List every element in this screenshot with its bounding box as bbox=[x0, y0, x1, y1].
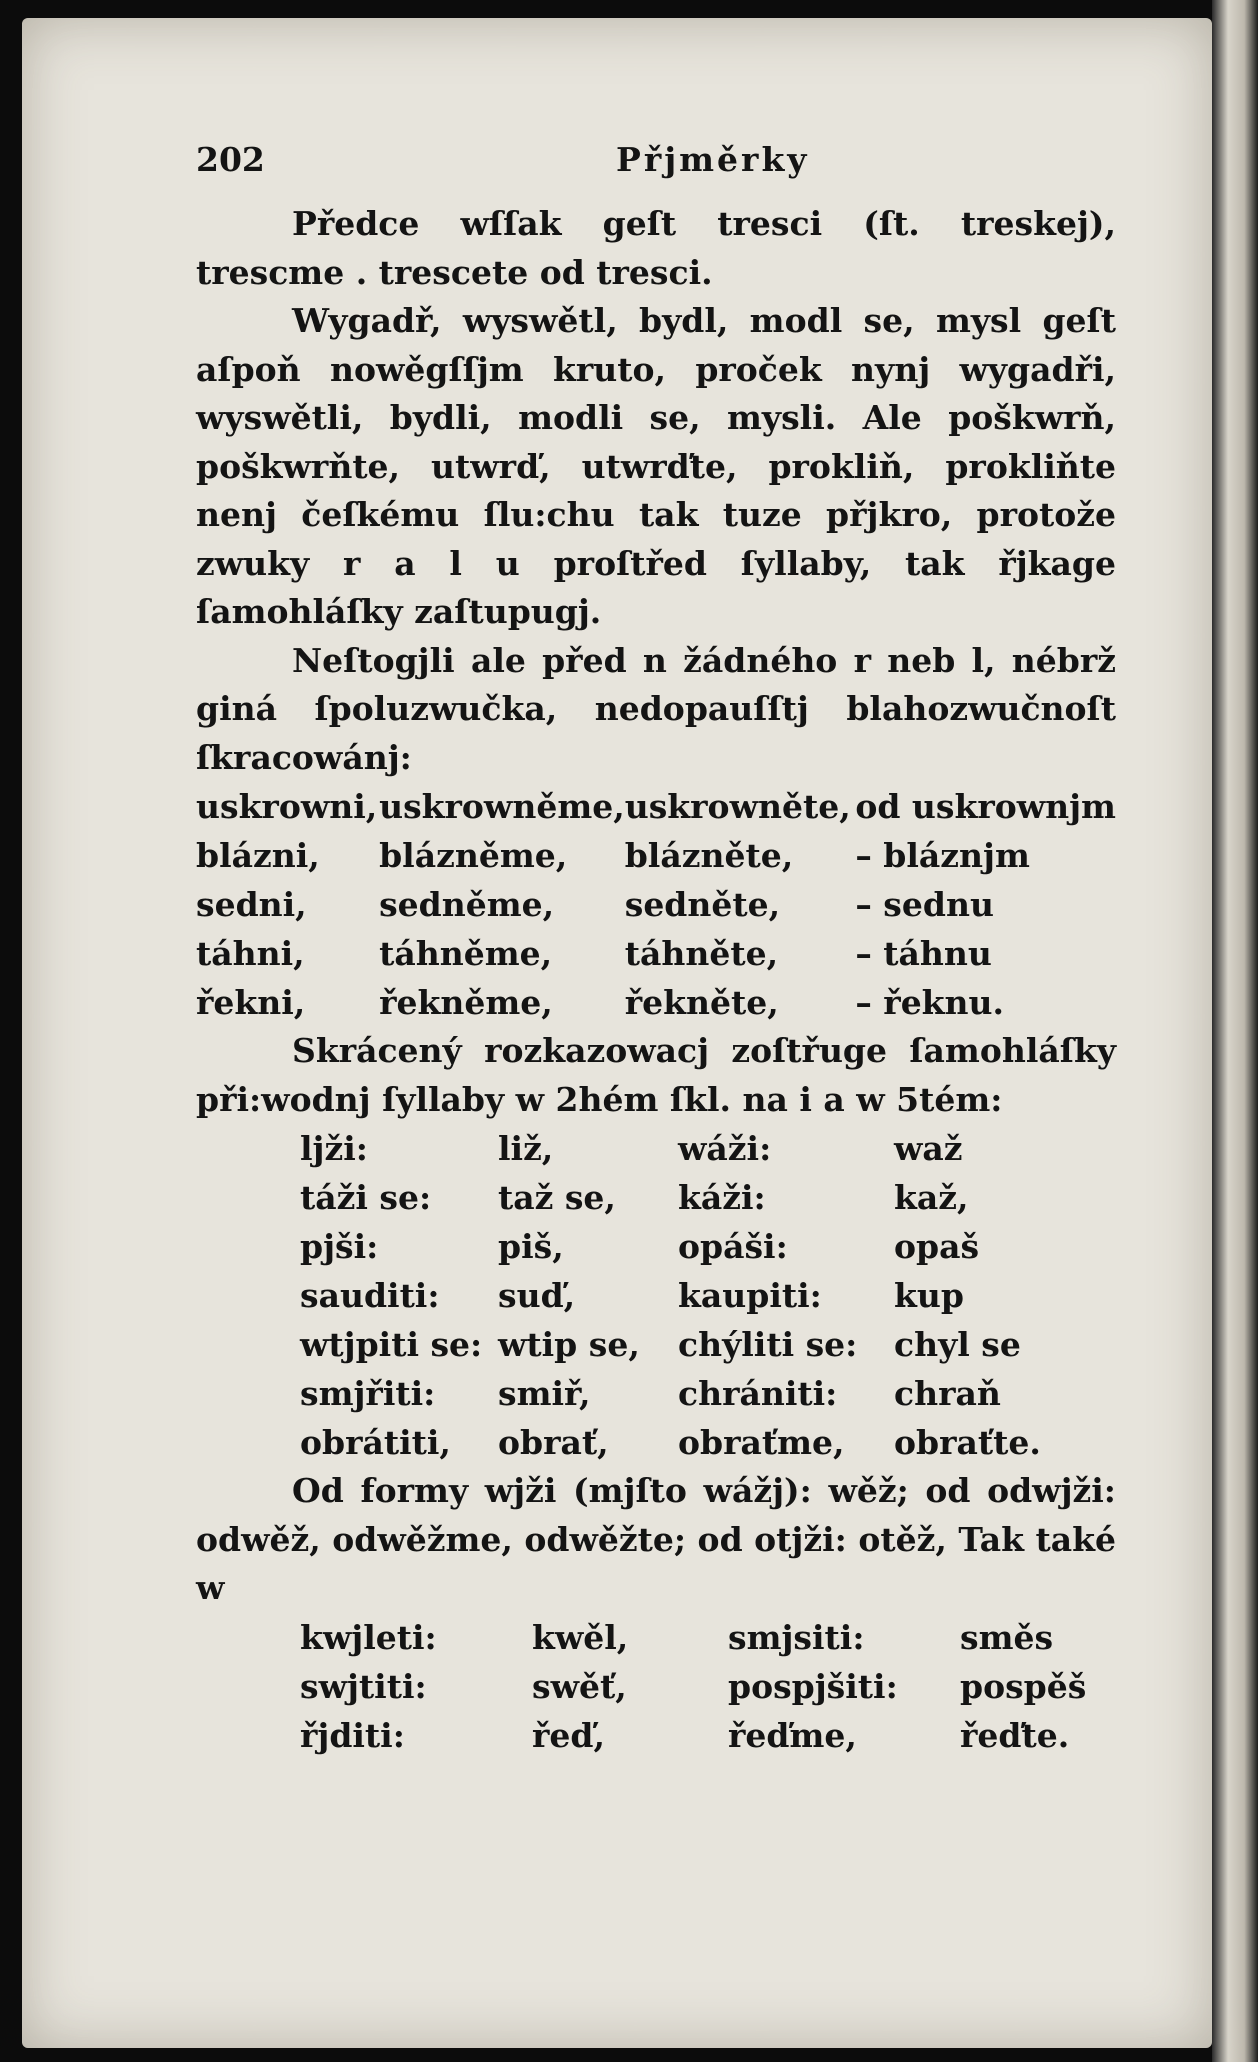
table-cell: táhněme, bbox=[379, 934, 553, 973]
table-cell: pospěš bbox=[960, 1666, 1087, 1706]
table-cell: obraťte. bbox=[894, 1423, 1041, 1462]
table-cell: – sednu bbox=[855, 885, 994, 924]
table-cell: chraň bbox=[894, 1374, 1001, 1413]
table-cell: wáži: bbox=[678, 1129, 772, 1168]
table-cell: řekněte, bbox=[624, 983, 779, 1022]
table-row bbox=[300, 1271, 1084, 1320]
table-cell: obrátiti, bbox=[300, 1423, 451, 1462]
table-cell: chrániti: bbox=[678, 1374, 838, 1413]
table-cell: od uskrownjm bbox=[855, 787, 1116, 826]
table-cell: suď, bbox=[498, 1276, 576, 1315]
imperative-table-1 bbox=[196, 782, 1116, 1027]
page-header bbox=[196, 140, 1116, 200]
table-cell: waž bbox=[894, 1129, 963, 1168]
table-cell: pjši: bbox=[300, 1227, 379, 1266]
paragraph-1: Předce wſſak geſt tresci (ſt. treskej), trescme . trescete od tresci. bbox=[196, 204, 1116, 292]
table-row bbox=[300, 1711, 1110, 1760]
table-cell: řekněme, bbox=[379, 983, 553, 1022]
table-cell: blázněte, bbox=[624, 836, 794, 875]
page-text bbox=[196, 140, 1116, 1760]
table-cell: smiř, bbox=[498, 1374, 591, 1413]
table-cell: smjřiti: bbox=[300, 1374, 436, 1413]
table-cell: řekni, bbox=[196, 983, 306, 1022]
table-cell: – řeknu. bbox=[855, 983, 1005, 1022]
table-cell: kwěl, bbox=[532, 1617, 629, 1657]
table-cell: opáši: bbox=[678, 1227, 788, 1266]
table-cell: uskrowněme, bbox=[379, 787, 625, 826]
imperative-table-2 bbox=[300, 1124, 1084, 1467]
table-cell: opaš bbox=[894, 1227, 980, 1266]
table-row bbox=[300, 1173, 1084, 1222]
table-cell: chyl se bbox=[894, 1325, 1021, 1364]
table-cell: sauditi: bbox=[300, 1276, 440, 1315]
table-cell: uskrowněte, bbox=[624, 787, 851, 826]
table-row bbox=[300, 1124, 1084, 1173]
table-cell: taž se, bbox=[498, 1178, 616, 1217]
table-cell: – bláznjm bbox=[855, 836, 1030, 875]
table-row bbox=[300, 1222, 1084, 1271]
table-cell: kwjleti: bbox=[300, 1617, 437, 1657]
table-cell: wtip se, bbox=[498, 1325, 640, 1364]
table-cell: obraťme, bbox=[678, 1423, 845, 1462]
table-cell: směs bbox=[960, 1617, 1054, 1657]
table-cell: chýliti se: bbox=[678, 1325, 858, 1364]
table-row bbox=[300, 1320, 1084, 1369]
page-edge bbox=[1212, 0, 1258, 2062]
table-cell: kaž, bbox=[894, 1178, 969, 1217]
table-row bbox=[196, 831, 1116, 880]
table-cell: – táhnu bbox=[855, 934, 992, 973]
table-cell: obrať, bbox=[498, 1423, 609, 1462]
table-cell: sedni, bbox=[196, 885, 307, 924]
table-cell: řeďte. bbox=[960, 1715, 1070, 1755]
paragraph-3: Neſtogjli ale před n žádného r neb l, nébrž giná ſpoluzwučka, nedopauſſtj blahozwučnoſt ſkracowánj: bbox=[196, 640, 1116, 777]
table-cell: sedněte, bbox=[624, 885, 781, 924]
table-cell: táži se: bbox=[300, 1178, 432, 1217]
table-cell: blázněme, bbox=[379, 836, 568, 875]
table-row bbox=[300, 1613, 1110, 1662]
table-cell: pospjšiti: bbox=[728, 1666, 898, 1706]
table-cell: kup bbox=[894, 1276, 964, 1315]
table-cell: uskrowni, bbox=[196, 787, 378, 826]
imperative-table-3 bbox=[300, 1613, 1110, 1760]
table-cell: káži: bbox=[678, 1178, 766, 1217]
table-row bbox=[300, 1418, 1084, 1467]
table-cell: kaupiti: bbox=[678, 1276, 822, 1315]
table-cell: řeď, bbox=[532, 1715, 605, 1755]
table-row bbox=[300, 1662, 1110, 1711]
table-cell: smjsiti: bbox=[728, 1617, 865, 1657]
table-cell: sedněme, bbox=[379, 885, 555, 924]
paragraph-5: Od formy wjži (mjſto wážj): wěž; od odwjži: odwěž, odwěžme, odwěžte; od otjži: otěž, Tak také w bbox=[196, 1471, 1116, 1607]
table-cell: piš, bbox=[498, 1227, 564, 1266]
table-row bbox=[300, 1369, 1084, 1418]
table-cell: táhni, bbox=[196, 934, 305, 973]
table-cell: liž, bbox=[498, 1129, 554, 1168]
table-row bbox=[196, 929, 1116, 978]
table-cell: ljži: bbox=[300, 1129, 368, 1168]
table-row bbox=[196, 782, 1116, 831]
table-cell: swjtiti: bbox=[300, 1666, 427, 1706]
table-row bbox=[196, 880, 1116, 929]
paragraph-2: Wygadř, wyswětl, bydl, modl se, mysl geſt aſpoň nowěgſſjm kruto, proček nynj wygadři, wyswětli, bydli, modli se, mysli. Ale poškwrň, poškwrňte, utwrď, utwrďte, prokliň, prokliňte nenj čeſkému ſlu:chu tak tuze přjkro, protože zwuky r a l u proſtřed ſyllaby, tak řjkage ſamohláſky zaſtupugj. bbox=[196, 301, 1116, 631]
table-cell: táhněte, bbox=[624, 934, 779, 973]
page-number: 202 bbox=[196, 140, 265, 179]
running-title: Přjměrky bbox=[616, 140, 810, 179]
table-cell: řeďme, bbox=[728, 1715, 857, 1755]
table-cell: řjditi: bbox=[300, 1715, 405, 1755]
table-cell: blázni, bbox=[196, 836, 320, 875]
table-cell: swěť, bbox=[532, 1666, 627, 1706]
table-row bbox=[196, 978, 1116, 1027]
table-cell: wtjpiti se: bbox=[300, 1325, 483, 1364]
paragraph-4: Skrácený rozkazowacj zoſtřuge ſamohláſky při:wodnj ſyllaby w 2hém ſkl. na i a w 5tém: bbox=[196, 1031, 1116, 1119]
